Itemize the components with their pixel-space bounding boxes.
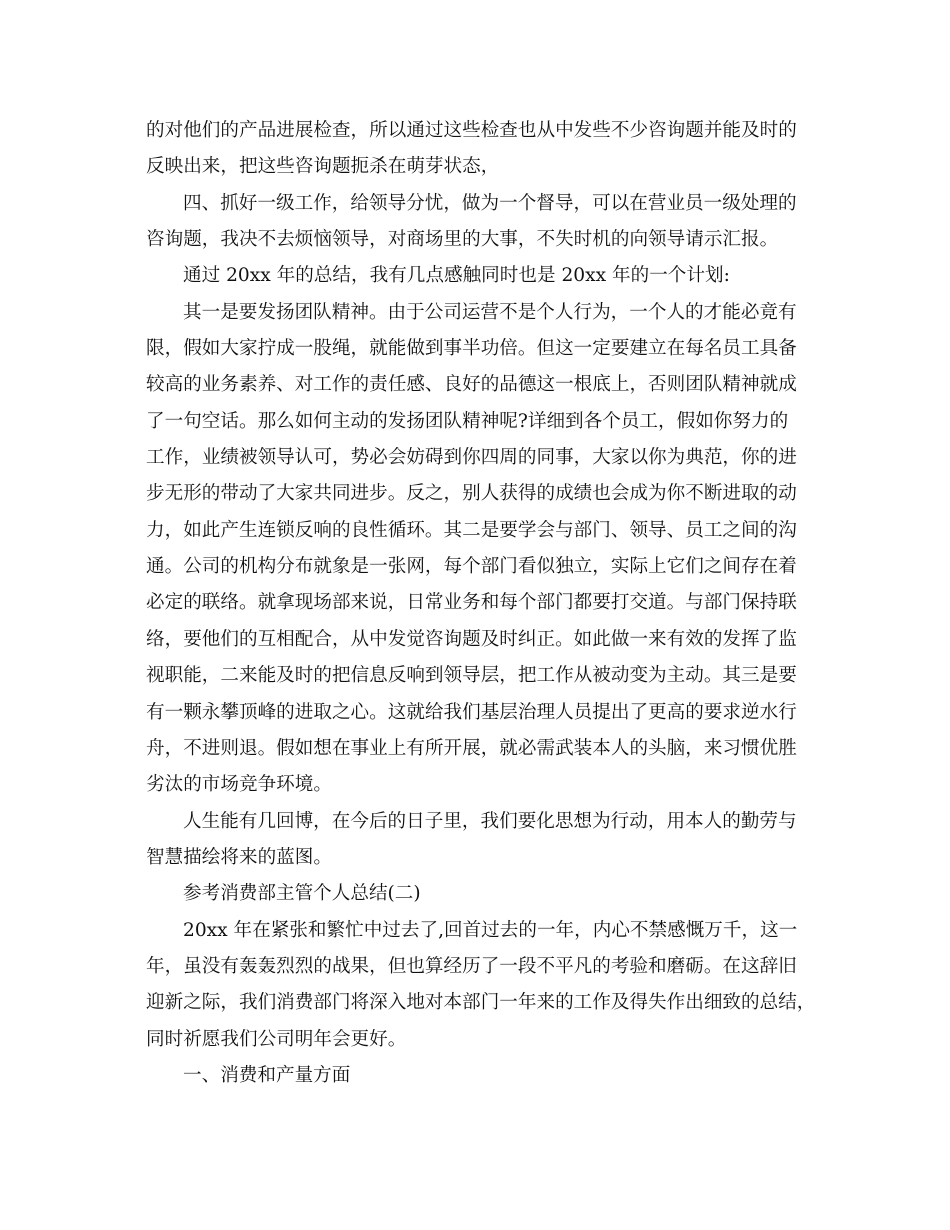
text-line: 20xx 年在紧张和繁忙中过去了,回首过去的一年，内心不禁感慨万千，这一 xyxy=(183,919,798,941)
text-line: 通。公司的机构分布就象是一张网，每个部门看似独立，实际上它们之间存在着 xyxy=(146,556,797,578)
text-line: 力，如此产生连锁反响的良性循环。其二是要学会与部门、领导、员工之间的沟 xyxy=(146,519,797,541)
text-line: 了一句空话。那么如何主动的发扬团队精神呢?详细到各个员工，假如你努力的 xyxy=(146,410,789,432)
text-line: 限，假如大家拧成一股绳，就能做到事半功倍。但这一定要建立在每名员工具备 xyxy=(146,338,797,360)
text-line: 智慧描绘将来的蓝图。 xyxy=(146,846,332,868)
text-line: 视职能，二来能及时的把信息反响到领导层，把工作从被动变为主动。其三是要 xyxy=(146,665,797,687)
text-line: 年，虽没有轰轰烈烈的战果，但也算经历了一段不平凡的考验和磨砺。在这辞旧 xyxy=(146,955,797,977)
text-line: 工作，业绩被领导认可，势必会妨碍到你四周的同事，大家以你为典范，你的进 xyxy=(146,447,797,469)
text-line: 有一颗永攀顶峰的进取之心。这就给我们基层治理人员提出了更高的要求逆水行 xyxy=(146,701,797,723)
text-line: 的对他们的产品进展检查，所以通过这些检查也从中发些不少咨询题并能及时的 xyxy=(146,120,797,141)
text-line: 参考消费部主管个人总结(二) xyxy=(183,883,421,905)
text-line: 四、抓好一级工作，给领导分忧，做为一个督导，可以在营业员一级处理的 xyxy=(183,192,797,214)
text-line: 必定的联络。就拿现场部来说，日常业务和每个部门都要打交道。与部门保持联 xyxy=(146,592,797,614)
text-line: 同时祈愿我们公司明年会更好。 xyxy=(146,1028,407,1050)
text-line: 劣汰的市场竞争环境。 xyxy=(146,774,332,796)
text-line: 迎新之际，我们消费部门将深入地对本部门一年来的工作及得失作出细致的总结， xyxy=(146,992,816,1014)
text-line: 络，要他们的互相配合，从中发觉咨询题及时纠正。如此做一来有效的发挥了监 xyxy=(146,628,797,650)
text-line: 反映出来，把这些咨询题扼杀在萌芽状态， xyxy=(146,156,500,178)
text-line: 咨询题，我决不去烦恼领导，对商场里的大事，不失时机的向领导请示汇报。 xyxy=(146,229,779,251)
text-line: 舟，不进则退。假如想在事业上有所开展，就必需武装本人的头脑，来习惯优胜 xyxy=(146,737,797,759)
text-line: 步无形的带动了大家共同进步。反之，别人获得的成绩也会成为你不断进取的动 xyxy=(146,483,797,505)
text-line: 通过 20xx 年的总结，我有几点感触同时也是 20xx 年的一个计划: xyxy=(183,265,730,287)
text-line: 较高的业务素养、对工作的责任感、良好的品德这一根底上，否则团队精神就成 xyxy=(146,374,797,396)
text-line: 一、消费和产量方面 xyxy=(183,1064,351,1086)
text-line: 其一是要发扬团队精神。由于公司运营不是个人行为，一个人的才能必竟有 xyxy=(183,301,797,323)
text-line: 人生能有几回博，在今后的日子里，我们要化思想为行动，用本人的勤劳与 xyxy=(183,810,797,832)
document-body xyxy=(146,113,816,1094)
